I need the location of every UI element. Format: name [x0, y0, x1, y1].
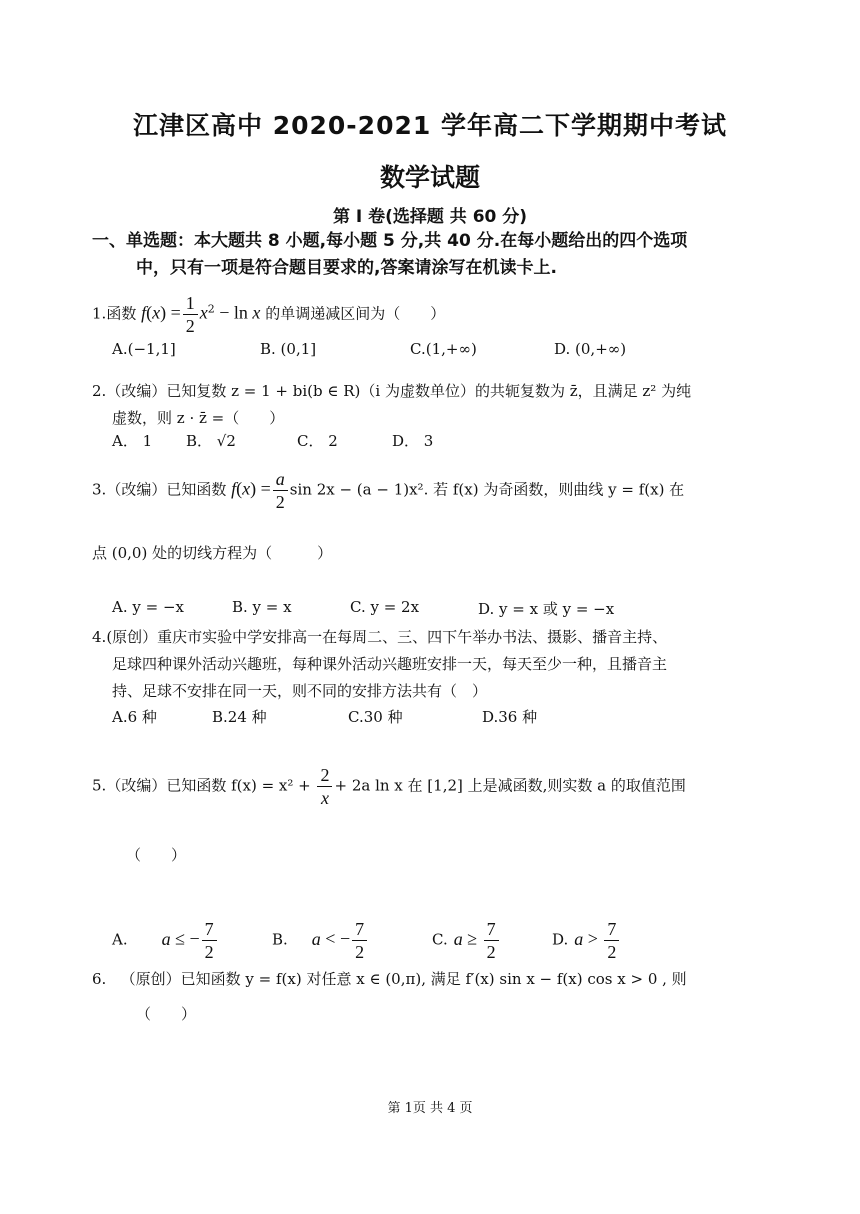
option-b[interactable]: B. a < − $\frac{7}{2}$ [272, 918, 369, 963]
question-3: 3.（改编）已知函数 f(x) = $\frac{a}{2}$ sin 2x − (a − 1)x². 若 f(x) 为奇函数，则曲线 y = f(x) 在 [92, 469, 685, 512]
option-a[interactable]: A.6 种 [112, 708, 157, 726]
section-instructions [92, 228, 772, 282]
question-number: 5. [92, 776, 107, 795]
section-line-1: 一、单选题：本大题共 8 小题,每小题 5 分,共 40 分.在每小题给出的四个选项 [92, 231, 688, 251]
question-text: （改编）已知函数 f(x) = x² + [106, 776, 316, 795]
option-c[interactable]: C. a ≥ $\frac{7}{2}$ [432, 918, 501, 963]
section-line-2: 中，只有一项是符合题目要求的,答案请涂写在机读卡上. [136, 258, 557, 278]
fraction: $\frac{2}{x}$ [317, 764, 332, 809]
option-a[interactable]: A. a ≤ − $\frac{7}{2}$ [112, 918, 219, 963]
question-text-line-1: （改编）已知复数 z = 1 + bi(b ∈ R)（i 为虚数单位）的共轭复数为 z̄，且满足 z² 为纯 [106, 382, 692, 400]
question-text: 函数 [106, 304, 142, 323]
option-letter: D. [552, 930, 569, 949]
page-footer: 第 1页 共 4 页 [387, 1101, 473, 1116]
option-a[interactable]: A． 1 [112, 432, 153, 450]
question-number: 4. [92, 628, 107, 646]
question-6 [92, 966, 772, 1028]
question-text-line-1: (原创）重庆市实验中学安排高一在每周二、三、四下午举办书法、摄影、播音主持、 [106, 628, 668, 646]
question-text-line-1: （原创）已知函数 y = f(x) 对任意 x ∈ (0,π), 满足 f′(x) sin x − f(x) cos x > 0 , 则 [120, 970, 687, 988]
question-text-tail: sin 2x − (a − 1)x². 若 f(x) 为奇函数，则曲线 y = f(x) 在 [289, 480, 685, 499]
question-1: 1.函数 f(x) = $\frac{1}{2}$ $x^2 - \ln x$ 的单调递减区间为（ ） [92, 293, 446, 336]
exam-subtitle: 数学试题 [379, 163, 480, 192]
question-number: 6. [92, 970, 107, 988]
option-c[interactable]: C. y = 2x [350, 598, 420, 616]
question-3-line-2: 点 (0,0) 处的切线方程为（ ） [92, 544, 333, 562]
option-b[interactable]: B． √2 [186, 432, 236, 450]
question-text-line-2: （ ） [136, 1005, 197, 1023]
option-a[interactable]: A.(−1,1] [112, 340, 176, 358]
option-c[interactable]: C.30 种 [348, 708, 403, 726]
option-b[interactable]: B.24 种 [212, 708, 267, 726]
part-heading: 第 Ⅰ 卷(选择题 共 60 分) [332, 207, 528, 227]
option-b[interactable]: B. (0,1] [260, 340, 317, 358]
fraction: $\frac{a}{2}$ [273, 468, 288, 513]
option-letter: B. [272, 930, 288, 949]
question-2 [92, 378, 772, 432]
question-number: 1. [92, 304, 107, 323]
question-5 [92, 764, 772, 809]
option-letter: A. [112, 930, 128, 949]
question-text-line-2: 足球四种课外活动兴趣班，每种课外活动兴趣班安排一天，每天至少一种，且播音主 [112, 655, 668, 673]
question-5-line-2: （ ） [126, 846, 187, 864]
option-d[interactable]: D.36 种 [482, 708, 538, 726]
question-number: 2. [92, 382, 107, 400]
exam-title: 江津区高中 2020-2021 学年高二下学期期中考试 [133, 111, 727, 140]
option-c[interactable]: C.(1,+∞) [410, 340, 477, 358]
question-number: 3. [92, 480, 107, 499]
question-4 [92, 624, 772, 705]
option-a[interactable]: A. y = −x [112, 598, 184, 616]
fraction: $\frac{1}{2}$ [183, 292, 198, 337]
option-c[interactable]: C． 2 [297, 432, 338, 450]
option-b[interactable]: B. y = x [232, 598, 292, 616]
question-text-line-2: 虚数，则 z · z̄ =（ ） [112, 409, 285, 427]
option-letter: C. [432, 930, 448, 949]
option-d[interactable]: D. (0,+∞) [554, 340, 627, 358]
question-text: （改编）已知函数 [106, 480, 232, 499]
option-d[interactable]: D． 3 [392, 432, 434, 450]
question-text-line-3: 持、足球不安排在同一天，则不同的安排方法共有（ ） [112, 682, 488, 700]
option-d[interactable]: D. y = x 或 y = −x [478, 600, 615, 618]
question-text-tail: 的单调递减区间为（ ） [265, 304, 446, 323]
question-text-tail: + 2a ln x 在 [1,2] 上是减函数,则实数 a 的取值范围 [334, 776, 686, 795]
option-d[interactable]: D. a > $\frac{7}{2}$ [552, 918, 621, 963]
